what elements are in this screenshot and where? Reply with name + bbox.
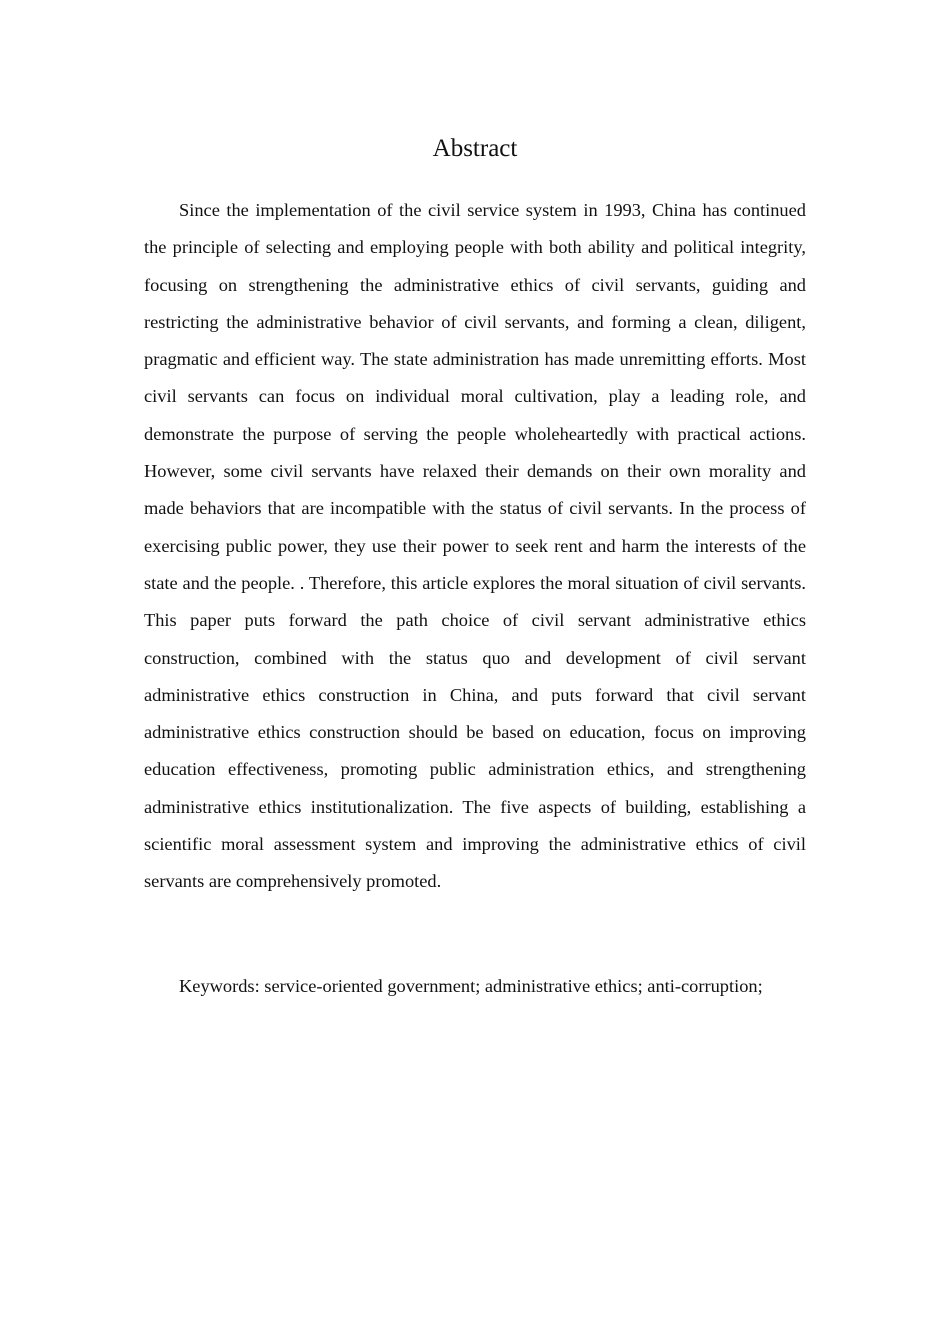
abstract-paragraph: Since the implementation of the civil service system in 1993, China has continued the principle of selecting and employing people with both ability and political integrity, focusing on strengthening the administrative ethics of civil servants, guiding and restricting the administrative behavior of civil servants, and forming a clean, diligent, pragmatic and efficient way. The state administration has made unremitting efforts. Most civil servants can focus on individual moral cultivation, play a leading role, and demonstrate the purpose of serving the people wholeheartedly with practical actions. However, some civil servants have relaxed their demands on their own morality and made behaviors that are incompatible with the status of civil servants. In the process of exercising public power, they use their power to seek rent and harm the interests of the state and the people. . Therefore, this article explores the moral situation of civil servants. This paper puts forward the path choice of civil servant administrative ethics construction, combined with the status quo and development of civil servant administrative ethics construction in China, and puts forward that civil servant administrative ethics construction should be based on education, focus on improving education effectiveness, promoting public administration ethics, and strengthening administrative ethics institutionalization. The five aspects of building, establishing a scientific moral assessment system and improving the administrative ethics of civil servants are comprehensively promoted. [144,200,806,892]
keywords-line: Keywords: service-oriented government; administrative ethics; anti-corruption; [179,976,763,996]
abstract-title: Abstract [432,135,518,162]
